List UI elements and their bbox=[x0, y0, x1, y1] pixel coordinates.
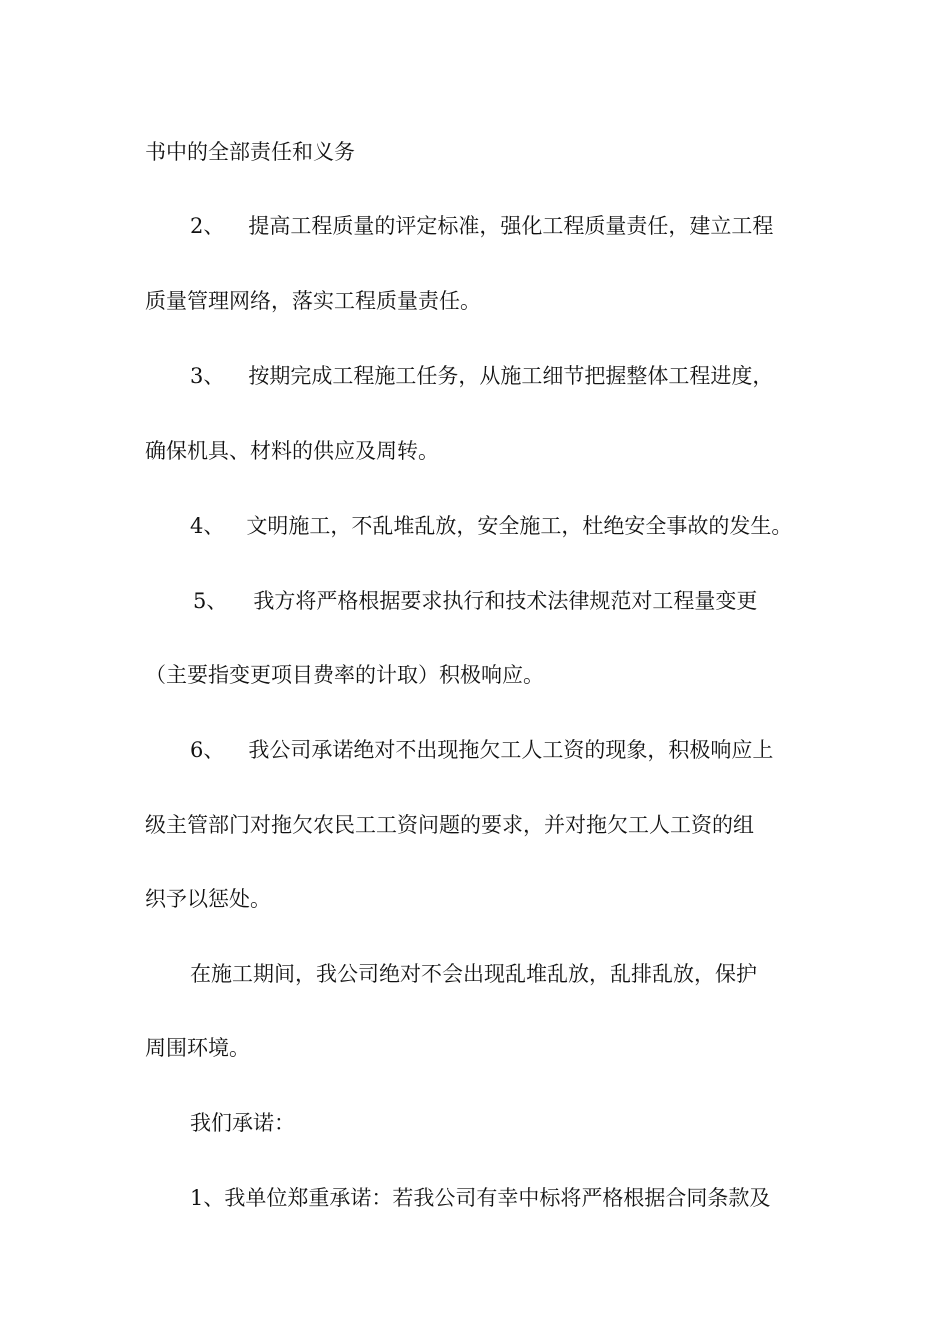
text-line-content: 我们承诺： bbox=[190, 1111, 295, 1135]
list-number: 2、 bbox=[190, 214, 225, 238]
text-line-content: 级主管部门对拖欠农民工工资问题的要求，并对拖欠工人工资的组 bbox=[145, 813, 754, 837]
text-line-content: 织予以惩处。 bbox=[145, 887, 271, 911]
paragraph-line bbox=[190, 1184, 770, 1212]
text-line-content: 1、我单位郑重承诺：若我公司有幸中标将严格根据合同条款及 bbox=[190, 1186, 771, 1210]
list-item-3 bbox=[190, 362, 773, 390]
text-line-content: 在施工期间，我公司绝对不会出现乱堆乱放，乱排乱放，保护 bbox=[190, 962, 757, 986]
list-number: 6、 bbox=[190, 738, 225, 762]
list-item-text: 我公司承诺绝对不出现拖欠工人工资的现象，积极响应上 bbox=[248, 738, 774, 762]
text-line-content: 质量管理网络，落实工程质量责任。 bbox=[145, 289, 481, 313]
text-line bbox=[145, 661, 544, 689]
text-line bbox=[145, 138, 355, 166]
text-line bbox=[145, 811, 754, 839]
text-line bbox=[145, 885, 271, 913]
text-line-content: 确保机具、材料的供应及周转。 bbox=[145, 439, 439, 463]
list-number: 4、 bbox=[190, 514, 225, 538]
text-line bbox=[145, 287, 481, 315]
text-line bbox=[145, 1034, 250, 1062]
list-item-4 bbox=[190, 512, 792, 540]
text-line-content: 书中的全部责任和义务 bbox=[145, 140, 355, 164]
paragraph-line bbox=[190, 960, 757, 988]
list-item-text: 提高工程质量的评定标准，强化工程质量责任，建立工程 bbox=[248, 214, 774, 238]
text-line-content: （主要指变更项目费率的计取）积极响应。 bbox=[145, 663, 544, 687]
list-item-2 bbox=[190, 212, 773, 240]
list-item-text: 文明施工，不乱堆乱放，安全施工，杜绝安全事故的发生。 bbox=[246, 514, 793, 538]
list-item-text: 按期完成工程施工任务，从施工细节把握整体工程进度， bbox=[248, 364, 774, 388]
list-number: 5、 bbox=[193, 589, 228, 613]
text-line-content: 周围环境。 bbox=[145, 1036, 250, 1060]
paragraph-line bbox=[190, 1109, 295, 1137]
list-item-5 bbox=[193, 587, 757, 615]
list-item-text: 我方将严格根据要求执行和技术法律规范对工程量变更 bbox=[253, 589, 758, 613]
list-number: 3、 bbox=[190, 364, 225, 388]
list-item-6 bbox=[190, 736, 773, 764]
text-line bbox=[145, 437, 439, 465]
